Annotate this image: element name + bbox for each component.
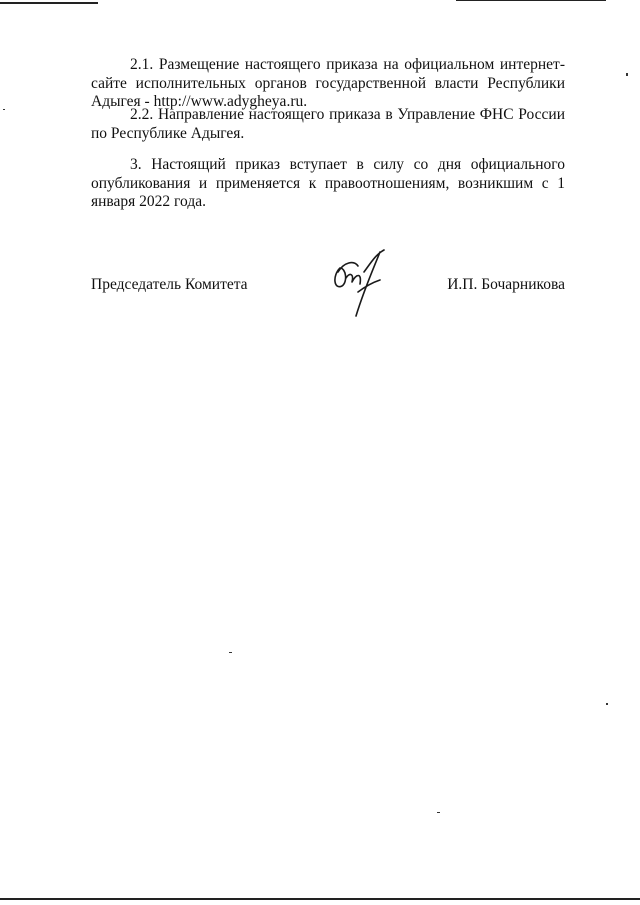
handwritten-signature bbox=[328, 246, 392, 318]
scan-edge-top-left bbox=[0, 2, 98, 4]
paragraph-2-1: 2.1. Размещение настоящего приказа на официальном интернет-сайте исполнительных органов государственной власти Республики Адыгея - http://www.adygheya.ru. bbox=[91, 56, 565, 110]
scan-mark-right bbox=[626, 73, 628, 76]
scan-mark bbox=[606, 703, 608, 705]
signatory-name: И.П. Бочарникова bbox=[447, 276, 565, 293]
signatory-title: Председатель Комитета bbox=[91, 276, 248, 293]
scan-mark bbox=[437, 812, 440, 813]
scan-mark bbox=[229, 652, 232, 653]
paragraph-2-2: 2.2. Направление настоящего приказа в Управление ФНС России по Республике Адыгея. bbox=[91, 106, 565, 142]
scan-edge-top-right bbox=[456, 0, 606, 1]
paragraph-3: 3. Настоящий приказ вступает в силу со дня официального опубликования и применяется к правоотношениям, возникшим с 1 января 2022 года. bbox=[91, 156, 565, 210]
scan-edge-bottom bbox=[0, 898, 640, 900]
scan-mark-left bbox=[3, 109, 5, 110]
